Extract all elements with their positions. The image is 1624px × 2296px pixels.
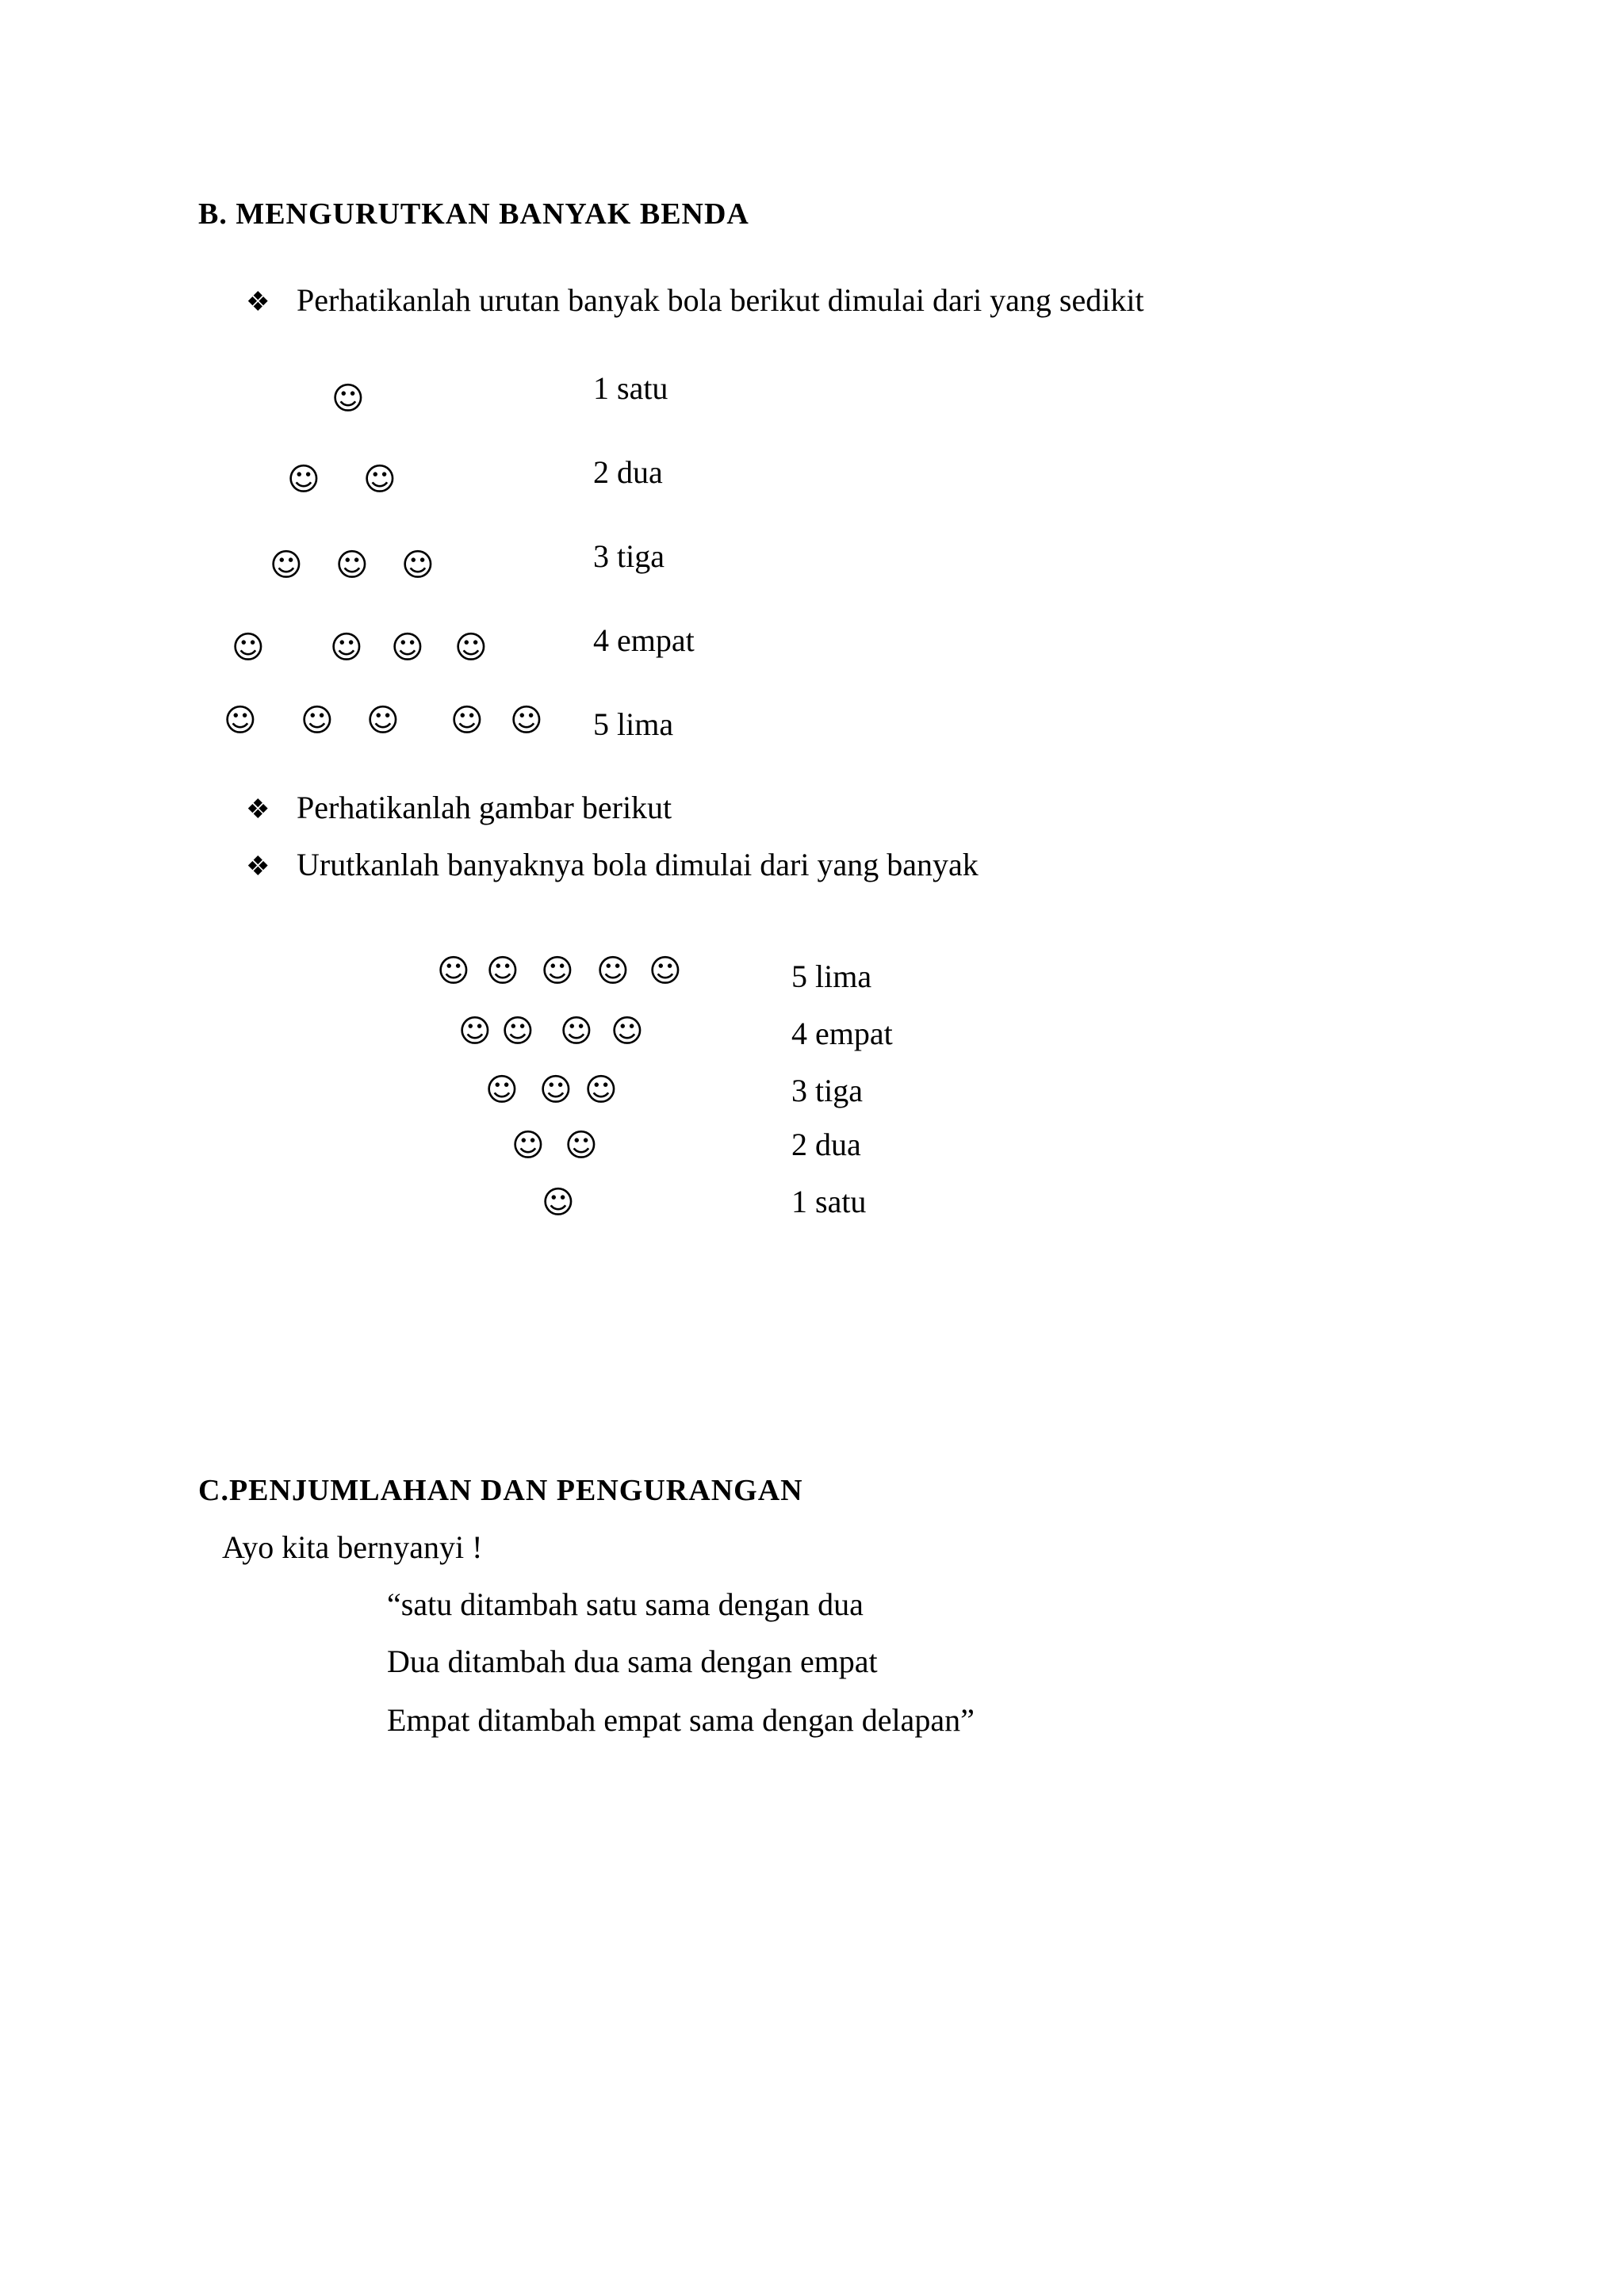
count-label: 5 lima	[593, 706, 674, 742]
smiley-face-icon: ☺	[584, 1072, 618, 1108]
song-line: Empat ditambah empat sama dengan delapan”	[387, 1702, 975, 1738]
smiley-face-icon: ☺	[366, 702, 400, 739]
smiley-face-icon: ☺	[287, 461, 320, 498]
smiley-face-icon: ☺	[301, 702, 334, 739]
smiley-face-icon: ☺	[596, 953, 630, 989]
smiley-face-icon: ☺	[501, 1013, 534, 1050]
smiley-face-icon: ☺	[330, 629, 363, 666]
smiley-face-icon: ☺	[560, 1013, 593, 1050]
smiley-face-icon: ☺	[611, 1013, 644, 1050]
smiley-face-icon: ☺	[331, 381, 365, 417]
smiley-face-icon: ☺	[450, 702, 484, 739]
smiley-face-icon: ☺	[437, 953, 470, 989]
count-label: 3 tiga	[791, 1073, 863, 1108]
count-label: 1 satu	[791, 1184, 867, 1219]
bullet-item	[246, 846, 979, 883]
count-label: 4 empat	[593, 622, 695, 658]
bullet-text: Perhatikanlah urutan banyak bola berikut dimulai dari yang sedikit	[297, 282, 1144, 318]
section-c-title: C.PENJUMLAHAN DAN PENGURANGAN	[198, 1474, 803, 1507]
bullet-item	[246, 789, 672, 826]
smiley-face-icon: ☺	[539, 1072, 573, 1108]
smiley-face-icon: ☺	[485, 1072, 519, 1108]
smiley-face-icon: ☺	[391, 629, 424, 666]
count-label: 5 lima	[791, 959, 872, 994]
song-line: “satu ditambah satu sama dengan dua	[387, 1586, 864, 1622]
smiley-face-icon: ☺	[232, 629, 265, 666]
smiley-face-icon: ☺	[649, 953, 682, 989]
count-label: 1 satu	[593, 370, 668, 406]
smiley-face-icon: ☺	[486, 953, 519, 989]
section-b-title: B. MENGURUTKAN BANYAK BENDA	[198, 197, 749, 231]
diamond-bullet-icon: ❖	[246, 795, 270, 825]
smiley-face-icon: ☺	[224, 702, 257, 739]
smiley-face-icon: ☺	[542, 1184, 575, 1221]
smiley-face-icon: ☺	[270, 547, 303, 584]
bullet-text: Urutkanlah banyaknya bola dimulai dari yang banyak	[297, 847, 979, 882]
count-label: 2 dua	[791, 1127, 861, 1162]
smiley-face-icon: ☺	[565, 1127, 598, 1164]
smiley-face-icon: ☺	[335, 547, 369, 584]
bullet-item	[246, 281, 1144, 319]
count-label: 2 dua	[593, 454, 663, 490]
smiley-face-icon: ☺	[541, 953, 574, 989]
smiley-face-icon: ☺	[401, 547, 435, 584]
diamond-bullet-icon: ❖	[246, 288, 270, 317]
smiley-face-icon: ☺	[454, 629, 488, 666]
song-intro: Ayo kita bernyanyi !	[222, 1529, 483, 1565]
smiley-face-icon: ☺	[511, 1127, 545, 1164]
bullet-text: Perhatikanlah gambar berikut	[297, 790, 672, 825]
smiley-face-icon: ☺	[510, 702, 543, 739]
song-line: Dua ditambah dua sama dengan empat	[387, 1644, 878, 1679]
count-label: 3 tiga	[593, 538, 665, 574]
smiley-face-icon: ☺	[363, 461, 396, 498]
diamond-bullet-icon: ❖	[246, 852, 270, 882]
smiley-face-icon: ☺	[458, 1013, 492, 1050]
count-label: 4 empat	[791, 1016, 893, 1051]
